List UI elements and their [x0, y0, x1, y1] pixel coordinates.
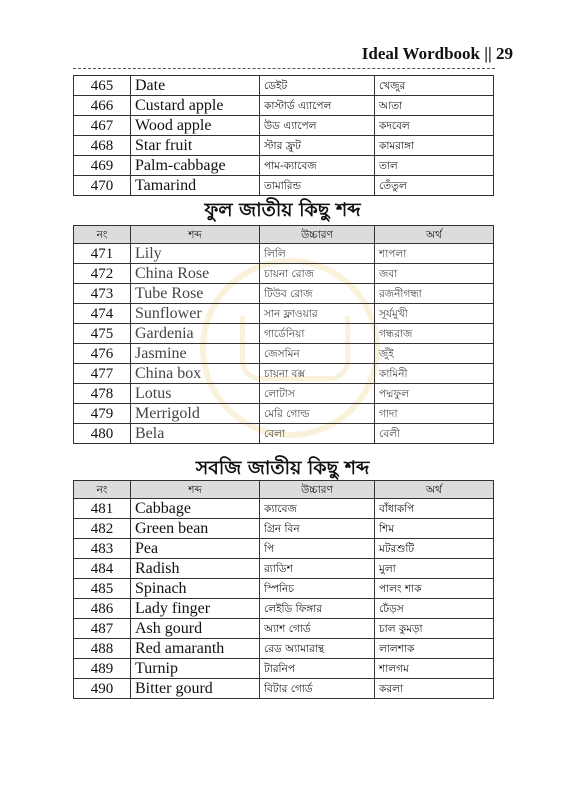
table-row: [74, 559, 494, 579]
table-row: [74, 519, 494, 539]
entry-number: 465: [74, 76, 131, 96]
entry-number: 468: [74, 136, 131, 156]
pronunciation: বেলা: [260, 424, 375, 444]
table-row: [74, 659, 494, 679]
bengali-meaning: চাল কুমড়া: [375, 619, 494, 639]
english-word: Lily: [131, 244, 260, 264]
pronunciation: ডেইট: [260, 76, 375, 96]
section-title-vegetables: সবজি জাতীয় কিছু শব্দ: [195, 457, 370, 479]
page-header: Ideal Wordbook || 29: [361, 44, 513, 63]
english-word: Merrigold: [131, 404, 260, 424]
english-word: Tube Rose: [131, 284, 260, 304]
pronunciation: স্টার ফ্রুট: [260, 136, 375, 156]
entry-number: 483: [74, 539, 131, 559]
entry-number: 480: [74, 424, 131, 444]
entry-number: 478: [74, 384, 131, 404]
english-word: China Rose: [131, 264, 260, 284]
table-row: [74, 579, 494, 599]
entry-number: 466: [74, 96, 131, 116]
table-row: [74, 176, 494, 196]
table-row: [74, 679, 494, 699]
section-title-flowers: ফুল জাতীয় কিছু শব্দ: [204, 199, 361, 221]
pronunciation: পি: [260, 539, 375, 559]
pronunciation: বিটার গোর্ড: [260, 679, 375, 699]
table-row: [74, 324, 494, 344]
column-header-word: শব্দ: [131, 226, 260, 244]
entry-number: 484: [74, 559, 131, 579]
bengali-meaning: রজনীগন্ধা: [375, 284, 494, 304]
bengali-meaning: মুলা: [375, 559, 494, 579]
entry-number: 477: [74, 364, 131, 384]
pronunciation: গ্রিন বিন: [260, 519, 375, 539]
pronunciation: গার্ডেনিয়া: [260, 324, 375, 344]
pronunciation: চায়না বক্স: [260, 364, 375, 384]
entry-number: 474: [74, 304, 131, 324]
table-row: [74, 76, 494, 96]
pronunciation: স্পিনিচ: [260, 579, 375, 599]
english-word: Lotus: [131, 384, 260, 404]
column-header-word: শব্দ: [131, 481, 260, 499]
bengali-meaning: পালং শাক: [375, 579, 494, 599]
table-row: [74, 96, 494, 116]
table-row: [74, 244, 494, 264]
table-row: [74, 424, 494, 444]
table-row: [74, 639, 494, 659]
english-word: Star fruit: [131, 136, 260, 156]
bengali-meaning: শালগম: [375, 659, 494, 679]
pronunciation: মেরি গোল্ড: [260, 404, 375, 424]
table-row: [74, 156, 494, 176]
bengali-meaning: সূর্যমুখী: [375, 304, 494, 324]
entry-number: 475: [74, 324, 131, 344]
pronunciation: কাস্টার্ড এ্যাপেল: [260, 96, 375, 116]
bengali-meaning: ঢেঁড়স: [375, 599, 494, 619]
english-word: Radish: [131, 559, 260, 579]
entry-number: 488: [74, 639, 131, 659]
english-word: Red amaranth: [131, 639, 260, 659]
entry-number: 469: [74, 156, 131, 176]
pronunciation: লোটাস: [260, 384, 375, 404]
entry-number: 476: [74, 344, 131, 364]
bengali-meaning: জুঁই: [375, 344, 494, 364]
entry-number: 472: [74, 264, 131, 284]
column-header-no: নং: [74, 481, 131, 499]
pronunciation: চায়না রোজ: [260, 264, 375, 284]
table-header-row: [74, 481, 494, 499]
entry-number: 467: [74, 116, 131, 136]
bengali-meaning: তাল: [375, 156, 494, 176]
bengali-meaning: শিম: [375, 519, 494, 539]
entry-number: 486: [74, 599, 131, 619]
table-row: [74, 284, 494, 304]
english-word: Bitter gourd: [131, 679, 260, 699]
english-word: Jasmine: [131, 344, 260, 364]
english-word: Lady finger: [131, 599, 260, 619]
pronunciation: টারনিপ: [260, 659, 375, 679]
bengali-meaning: আতা: [375, 96, 494, 116]
table-row: [74, 136, 494, 156]
table-row: [74, 116, 494, 136]
table-row: [74, 499, 494, 519]
entry-number: 482: [74, 519, 131, 539]
english-word: Ash gourd: [131, 619, 260, 639]
bengali-meaning: বেলী: [375, 424, 494, 444]
vegetable-words-table: [73, 480, 494, 699]
entry-number: 490: [74, 679, 131, 699]
english-word: Sunflower: [131, 304, 260, 324]
bengali-meaning: গাদা: [375, 404, 494, 424]
english-word: Wood apple: [131, 116, 260, 136]
entry-number: 481: [74, 499, 131, 519]
column-header-pronunciation: উচ্চারণ: [260, 226, 375, 244]
table-row: [74, 304, 494, 324]
bengali-meaning: বাঁধাকপি: [375, 499, 494, 519]
english-word: Pea: [131, 539, 260, 559]
table-row: [74, 619, 494, 639]
entry-number: 479: [74, 404, 131, 424]
english-word: Bela: [131, 424, 260, 444]
pronunciation: জেসমিন: [260, 344, 375, 364]
pronunciation: সান ফ্লাওয়ার: [260, 304, 375, 324]
bengali-meaning: পদ্মফুল: [375, 384, 494, 404]
bengali-meaning: তেঁতুল: [375, 176, 494, 196]
english-word: Gardenia: [131, 324, 260, 344]
english-word: Green bean: [131, 519, 260, 539]
fruit-words-table: [73, 75, 494, 196]
table-row: [74, 264, 494, 284]
table-row: [74, 404, 494, 424]
entry-number: 471: [74, 244, 131, 264]
pronunciation: ক্যাবেজ: [260, 499, 375, 519]
column-header-no: নং: [74, 226, 131, 244]
entry-number: 470: [74, 176, 131, 196]
english-word: Custard apple: [131, 96, 260, 116]
english-word: Spinach: [131, 579, 260, 599]
bengali-meaning: লালশাক: [375, 639, 494, 659]
bengali-meaning: কামিনী: [375, 364, 494, 384]
english-word: Palm-cabbage: [131, 156, 260, 176]
bengali-meaning: গন্ধরাজ: [375, 324, 494, 344]
table-row: [74, 344, 494, 364]
bengali-meaning: করলা: [375, 679, 494, 699]
table-header-row: [74, 226, 494, 244]
english-word: Tamarind: [131, 176, 260, 196]
pronunciation: লিলি: [260, 244, 375, 264]
pronunciation: তামারিন্ড: [260, 176, 375, 196]
pronunciation: পাম-ক্যাবেজ: [260, 156, 375, 176]
flower-words-table: [73, 225, 494, 444]
entry-number: 487: [74, 619, 131, 639]
table-row: [74, 539, 494, 559]
pronunciation: অ্যাশ গোর্ড: [260, 619, 375, 639]
bengali-meaning: মটরশুটি: [375, 539, 494, 559]
entry-number: 473: [74, 284, 131, 304]
bengali-meaning: কামরাঙ্গা: [375, 136, 494, 156]
bengali-meaning: কদবেল: [375, 116, 494, 136]
column-header-meaning: অর্থ: [375, 226, 494, 244]
english-word: Date: [131, 76, 260, 96]
pronunciation: উড এ্যাপেল: [260, 116, 375, 136]
entry-number: 489: [74, 659, 131, 679]
bengali-meaning: খেজুর: [375, 76, 494, 96]
pronunciation: র‍্যাডিশ: [260, 559, 375, 579]
pronunciation: লেইডি ফিঙ্গার: [260, 599, 375, 619]
column-header-meaning: অর্থ: [375, 481, 494, 499]
column-header-pronunciation: উচ্চারণ: [260, 481, 375, 499]
bengali-meaning: শাপলা: [375, 244, 494, 264]
pronunciation: টিউব রোজ: [260, 284, 375, 304]
pronunciation: রেড অ্যামারান্থ: [260, 639, 375, 659]
english-word: Cabbage: [131, 499, 260, 519]
table-row: [74, 364, 494, 384]
header-divider: [73, 68, 495, 69]
table-row: [74, 384, 494, 404]
english-word: China box: [131, 364, 260, 384]
english-word: Turnip: [131, 659, 260, 679]
bengali-meaning: জবা: [375, 264, 494, 284]
entry-number: 485: [74, 579, 131, 599]
table-row: [74, 599, 494, 619]
